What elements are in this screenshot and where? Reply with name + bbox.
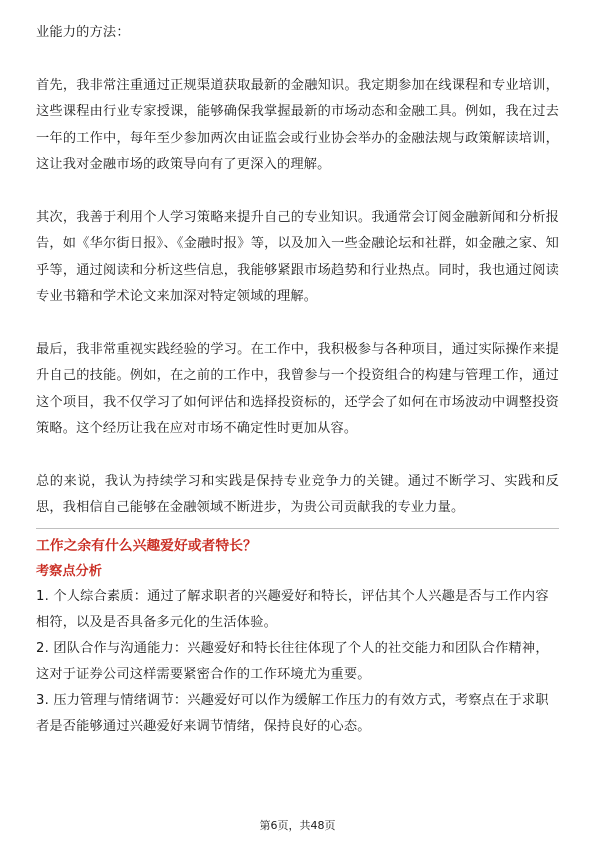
question-title: 工作之余有什么兴趣爱好或者特长？: [36, 537, 257, 554]
page-number: 第6页，共48页: [259, 819, 336, 832]
paragraph-summary: 总的来说，我认为持续学习和实践是保持专业竞争力的关键。通过不断学习、实践和反思，我相信自己能够在金融领域不断进步，为贵公司贡献我的专业力量。: [36, 473, 559, 515]
intro-tail-text: 业能力的方法：: [36, 25, 130, 40]
paragraph-first: 首先，我非常注重通过正规渠道获取最新的金融知识。我定期参加在线课程和专业培训，这些课程由行业专家授课，能够确保我掌握最新的市场动态和金融工具。例如，我在过去一年的工作中，每年至少参加两次由证监会或行业协会举办的金融法规与政策解读培训，这让我对金融市场的政策导向有了更深入的理解。: [36, 77, 559, 172]
section-divider: [36, 528, 559, 529]
analysis-point: 3. 压力管理与情绪调节：兴趣爱好可以作为缓解工作压力的有效方式，考察点在于求职者是否能够通过兴趣爱好来调节情绪，保持良好的心态。: [36, 692, 549, 734]
paragraph-second: 其次，我善于利用个人学习策略来提升自己的专业知识。我通常会订阅金融新闻和分析报告，如《华尔街日报》、《金融时报》等，以及加入一些金融论坛和社群，如金融之家、知乎等，通过阅读和分析这些信息，我能够紧跟市场趋势和行业热点。同时，我也通过阅读专业书籍和学术论文来加深对特定领域的理解。: [36, 209, 559, 304]
analysis-point: 1. 个人综合素质：通过了解求职者的兴趣爱好和特长，评估其个人兴趣是否与工作内容相符，以及是否具备多元化的生活体验。: [36, 588, 549, 630]
paragraph-third: 最后，我非常重视实践经验的学习。在工作中，我积极参与各种项目，通过实际操作来提升自己的技能。例如，在之前的工作中，我曾参与一个投资组合的构建与管理工作，通过这个项目，我不仅学习了如何评估和选择投资标的，还学会了如何在市场波动中调整投资策略。这个经历让我在应对市场不确定性时更加从容。: [36, 341, 559, 436]
analysis-point: 2. 团队合作与沟通能力：兴趣爱好和特长往往体现了个人的社交能力和团队合作精神，这对于证券公司这样需要紧密合作的工作环境尤为重要。: [36, 640, 549, 682]
analysis-heading: 考察点分析: [36, 563, 102, 579]
page-content: [36, 20, 559, 740]
